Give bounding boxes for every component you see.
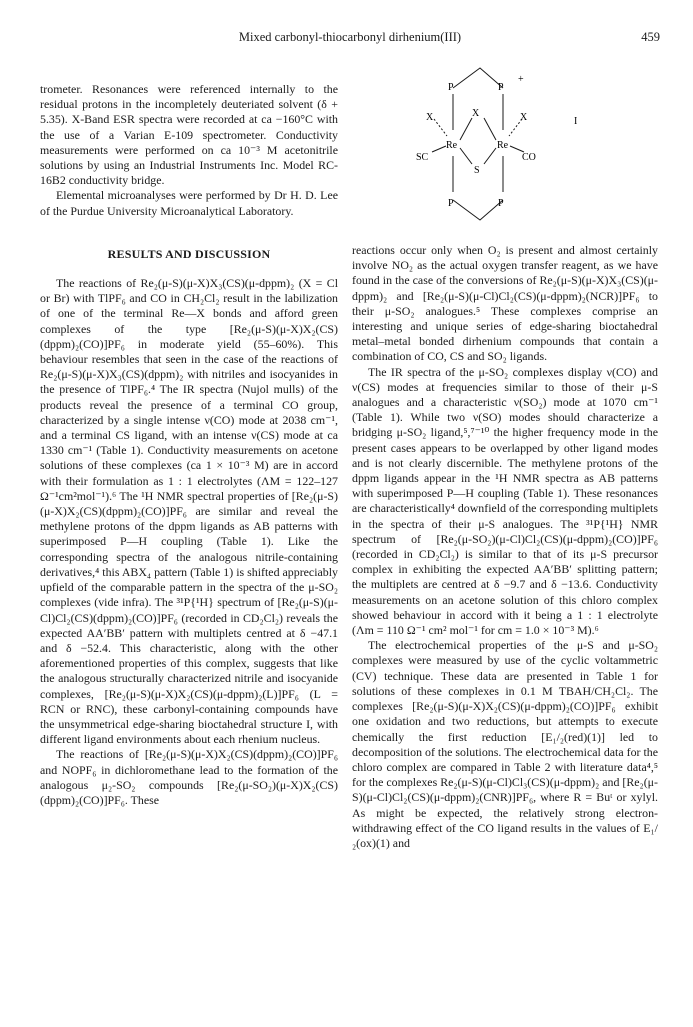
right-column	[352, 243, 658, 851]
paragraph: The electrochemical properties of the μ-S and μ-SO₂ complexes were measured by use of the cyclic voltammetric (CV) technique. These data are presented in Table 1 for solutions of these complexes in 0.1 M TBAH/CH₂Cl₂. The complexes [Re₂(μ-S)(μ-X)X₂(CS)(μ-dppm)₂(CO)]PF₆ exhibit one oxidation and two reductions, but attempts to execute chemically the first reduction [E₁/₂(red)(1)] led to decomposition of the solutions. The electrochemical data for the chloro complex are compared in Table 2 with literature data⁴,⁵ for the complexes Re₂(μ-S)(μ-Cl)Cl₃(CS)(μ-dppm)₂ and [Re₂(μ-S)(μ-Cl)Cl₂(CS)(μ-dppm)₂(CNR)]PF₆, where R = Buᵗ or xylyl. As might be expected, the relatively strong electron-withdrawing effect of the CO ligand results in the values of E₁/₂(ox)(1) and	[352, 638, 658, 850]
bond-re-s-bridge-right	[484, 148, 496, 164]
section-heading: RESULTS AND DISCUSSION	[107, 246, 271, 261]
bond-re-x-left	[434, 119, 447, 136]
paragraph: Elemental microanalyses were performed by Dr H. D. Lee of the Purdue University Microanalytical Laboratory.	[40, 188, 338, 218]
paragraph: trometer. Resonances were referenced internally to the residual protons in the incompletely deuteriated solvent (δ + 5.35). X-Band ESR spectra were recorded at ca −160°C with the use of a Varian E-109 spectrometer. Conductivity measurements were performed on ca 10⁻³ M acetonitrile solutions by using an Industrial Instruments Inc. Model RC-16B2 conductivity bridge.	[40, 82, 338, 188]
atom-x-right: X	[520, 112, 528, 123]
bond-re-x-bridge-left	[460, 118, 472, 140]
ligand-co: CO	[522, 152, 536, 163]
bottom-dppm-bridge	[453, 200, 503, 220]
ligand-sc: SC	[416, 152, 429, 163]
bond-re-x-bridge-right	[484, 118, 496, 140]
atom-x-bridge: X	[472, 108, 480, 119]
top-dppm-bridge	[453, 68, 503, 88]
atom-x-left: X	[426, 112, 434, 123]
running-title: Mixed carbonyl-thiocarbonyl dirhenium(III)	[238, 30, 462, 44]
structure-label: I	[574, 116, 578, 127]
charge-sign: +	[518, 74, 524, 85]
atom-re-right: Re	[497, 140, 509, 151]
atom-p-top-left: P	[448, 82, 454, 93]
paragraph: reactions occur only when O₂ is present and almost certainly involve NO₂ as the actual oxygen transfer reagent, as we have found in the case of the conversions of Re₂(μ-S)(μ-X)X₃(CS)(μ-dppm)₂ and [Re₂(μ-S)(μ-Cl)Cl₂(CS)(μ-dppm)₂(NCR)]PF₆ to their μ-SO₂ analogues.⁵ These complexes comprise an interesting and unique series of edge-sharing bioctahedral metal–metal bonded dirhenium compounds that contain a combination of CO, CS and SO₂ ligands.	[352, 243, 658, 364]
bond-re-sc	[432, 146, 446, 152]
paragraph: The IR spectra of the μ-SO₂ complexes display ν(CO) and ν(CS) modes at frequencies similar to those of their μ-S analogues and a characteristic ν(SO₂) mode at 1070 cm⁻¹ (Table 1). While two ν(SO) modes should characterize a bridging μ-SO₂ ligand,⁵,⁷⁻¹⁰ the higher frequency mode in the present cases appears to be overlapped by other ligand modes and is not clearly discernible. The methylene protons of the dppm ligands appear in the ¹H NMR spectra as AB patterns with superimposed P—H coupling (Table 1). These resonances are characteristically⁴ downfield of the corresponding multiplets in the spectra of their μ-S analogues. The ³¹P{¹H} NMR spectrum of [Re₂(μ-SO₂)(μ-Cl)Cl₂(CS)(μ-dppm)₂(CO)]PF₆ (recorded in CD₂Cl₂) is similar to that of its μ-S precursor complex in exhibiting the expected AA′BB′ splitting pattern; the multiplets are centred at δ −9.7 and δ −13.6. Conductivity measurements on an acetone solution of this chloro complex showed behaviour in accord with it being a 1 : 1 electrolyte (Λm = 110 Ω⁻¹ cm² mol⁻¹ for cm = 1.0 × 10⁻³ M).⁶	[352, 364, 658, 638]
structure-diagram	[352, 56, 658, 232]
structure-figure	[352, 56, 658, 232]
bond-re-s-bridge-left	[460, 148, 472, 164]
page-number: 459	[641, 30, 660, 44]
left-column	[40, 82, 338, 808]
running-head	[40, 30, 660, 46]
atom-p-bottom-right: P	[498, 198, 504, 209]
atom-p-top-right: P	[498, 82, 504, 93]
atom-re-left: Re	[446, 140, 458, 151]
paragraph: The reactions of [Re₂(μ-S)(μ-X)X₂(CS)(dppm)₂(CO)]PF₆ and NOPF₆ in dichloromethane lead to the formation of the analogous μ₂-SO₂ compounds [Re₂(μ-SO₂)(μ-X)X₂(CS)(dppm)₂(CO)]PF₆. These	[40, 747, 338, 807]
atom-s-bridge: S	[474, 165, 480, 176]
atom-p-bottom-left: P	[448, 198, 454, 209]
paragraph: The reactions of Re₂(μ-S)(μ-X)X₃(CS)(μ-dppm)₂ (X = Cl or Br) with TlPF₆ and CO in CH₂Cl₂ result in the labilization of one of the terminal Re—X bonds and afford green complexes of the type [Re₂(μ-S)(μ-X)X₂(CS)(dppm)₂(CO)]PF₆ in moderate yield (55–60%). This behaviour resembles that seen in the case of the reactions of Re₂(μ-S)(μ-X)X₃(CS)(dppm)₂ with nitriles and isocyanides in the presence of TlPF₆.⁴ The IR spectra (Nujol mulls) of the products reveal the presence of a terminal CO group, characterized by a single intense ν(CO) mode at 2038 cm⁻¹, and a terminal CS ligand, with an intense ν(CS) mode at ca 1330 cm⁻¹ (Table 1). Conductivity measurements on acetone solutions of these complexes (ca 1 × 10⁻³ M) are in accord with their formulation as 1 : 1 electrolytes (ΛM = 122–127 Ω⁻¹cm²mol⁻¹).⁶ The ¹H NMR spectral properties of [Re₂(μ-S)(μ-X)X₂(CS)(dppm)₂(CO)]PF₆ are similar and reveal the methylene protons of the dppm ligands as AB patterns with superimposed P—H coupling (Table 1). Like the corresponding spectra of the analogous nitrile-containing derivatives,⁴ this ABX₄ pattern (Table 1) is shifted appreciably upfield of the comparable pattern in the spectra of the μ-SO₂ complexes (vide infra). The ³¹P{¹H} spectrum of [Re₂(μ-S)(μ-Cl)Cl₂(CS)(dppm)₂(CO)]PF₆ (recorded in CD₂Cl₂) reveals the expected AA′BB′ pattern with multiplets centred at δ −47.1 and δ −52.4. This characteristic, along with the other aforementioned properties of this complex, suggests that like the analogous structurally characterized nitrile and isocyanide complexes, [Re₂(μ-S)(μ-X)X₂(CS)(μ-dppm)₂(L)]PF₆ (L = RCN or RNC), these carbonyl-containing compounds have the unsymmetrical edge-sharing bioctahedral structure I, with different ligand environments about each rhenium nucleus.	[40, 276, 338, 747]
